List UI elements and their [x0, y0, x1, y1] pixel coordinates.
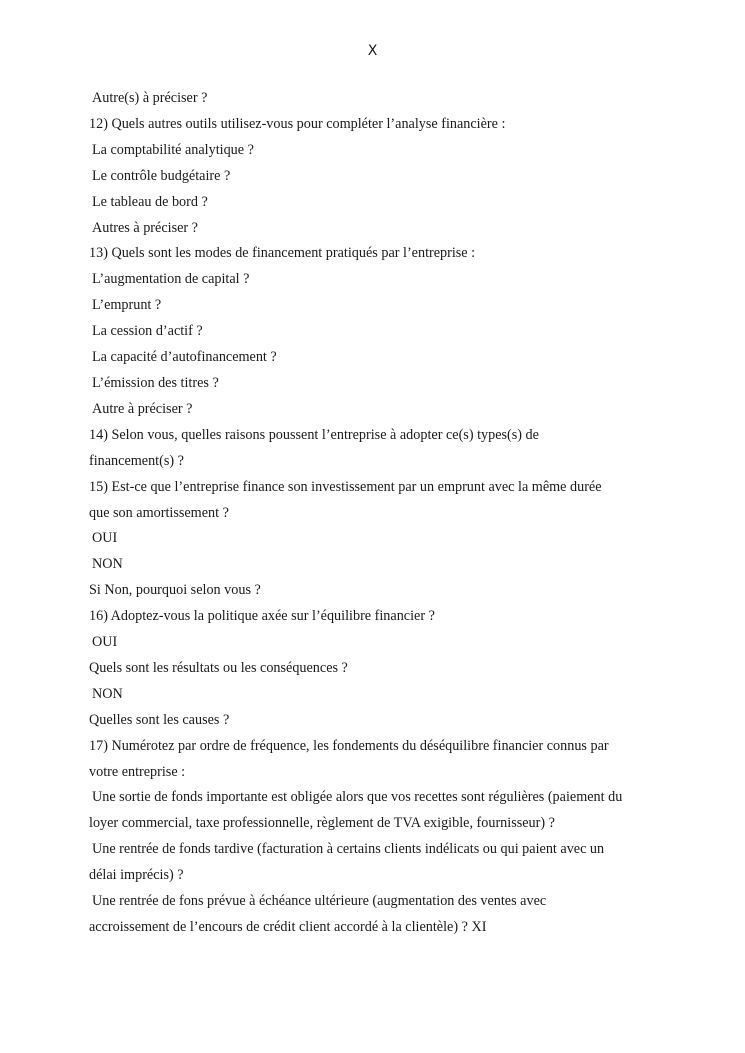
answer-option: Autre(s) à préciser ?: [92, 90, 208, 106]
answer-option-non: NON: [92, 685, 123, 702]
question-17: 17) Numérotez par ordre de fréquence, les fondements du déséquilibre financier connus par: [89, 737, 609, 754]
answer-option: La capacité d’autofinancement ?: [92, 349, 277, 366]
answer-option: Une rentrée de fonds tardive (facturation à certains clients indélicats ou qui paient avec un: [92, 841, 605, 858]
answer-option: La cession d’actif ?: [92, 323, 203, 340]
question-15-continued: que son amortissement ?: [89, 504, 229, 521]
question-15: 15) Est-ce que l’entreprise finance son investissement par un emprunt avec la même durée: [89, 478, 602, 495]
answer-option: Le tableau de bord ?: [92, 193, 208, 210]
question-14: 14) Selon vous, quelles raisons poussent l’entreprise à adopter ce(s) types(s) de: [89, 426, 539, 443]
question-13: 13) Quels sont les modes de financement pratiqués par l’entreprise :: [89, 245, 476, 262]
answer-option: Le contrôle budgétaire ?: [92, 167, 231, 184]
answer-option-non: NON: [92, 556, 123, 573]
answer-option-continued: délai imprécis) ?: [89, 867, 184, 884]
question-12: 12) Quels autres outils utilisez-vous pour compléter l’analyse financière :: [89, 115, 506, 132]
follow-up-question: Quels sont les résultats ou les conséquences ?: [89, 659, 348, 676]
answer-option: Autres à préciser ?: [92, 219, 198, 236]
answer-option-continued: accroissement de l’encours de crédit client accordé à la clientèle) ? XI: [89, 919, 487, 935]
answer-option: L’augmentation de capital ?: [92, 271, 250, 288]
follow-up-question: Quelles sont les causes ?: [89, 711, 230, 728]
follow-up-question: Si Non, pourquoi selon vous ?: [89, 582, 261, 599]
answer-option: Autre à préciser ?: [92, 400, 193, 417]
answer-option: Une sortie de fonds importante est obligée alors que vos recettes sont régulières (paiement du: [92, 789, 623, 806]
question-16: 16) Adoptez-vous la politique axée sur l’équilibre financier ?: [89, 608, 435, 625]
question-14-continued: financement(s) ?: [89, 452, 184, 469]
answer-option: Une rentrée de fons prévue à échéance ultérieure (augmentation des ventes avec: [92, 893, 547, 910]
question-17-continued: votre entreprise :: [89, 763, 186, 780]
answer-option: L’emprunt ?: [92, 297, 162, 314]
answer-option: La comptabilité analytique ?: [92, 141, 254, 158]
answer-option: L’émission des titres ?: [92, 374, 219, 391]
answer-option-continued: loyer commercial, taxe professionnelle, règlement de TVA exigible, fournisseur) ?: [89, 815, 555, 832]
page-header-number: X: [367, 43, 378, 59]
answer-option-oui: OUI: [92, 530, 118, 547]
answer-option-oui: OUI: [92, 634, 118, 651]
questionnaire-body: [89, 86, 659, 941]
